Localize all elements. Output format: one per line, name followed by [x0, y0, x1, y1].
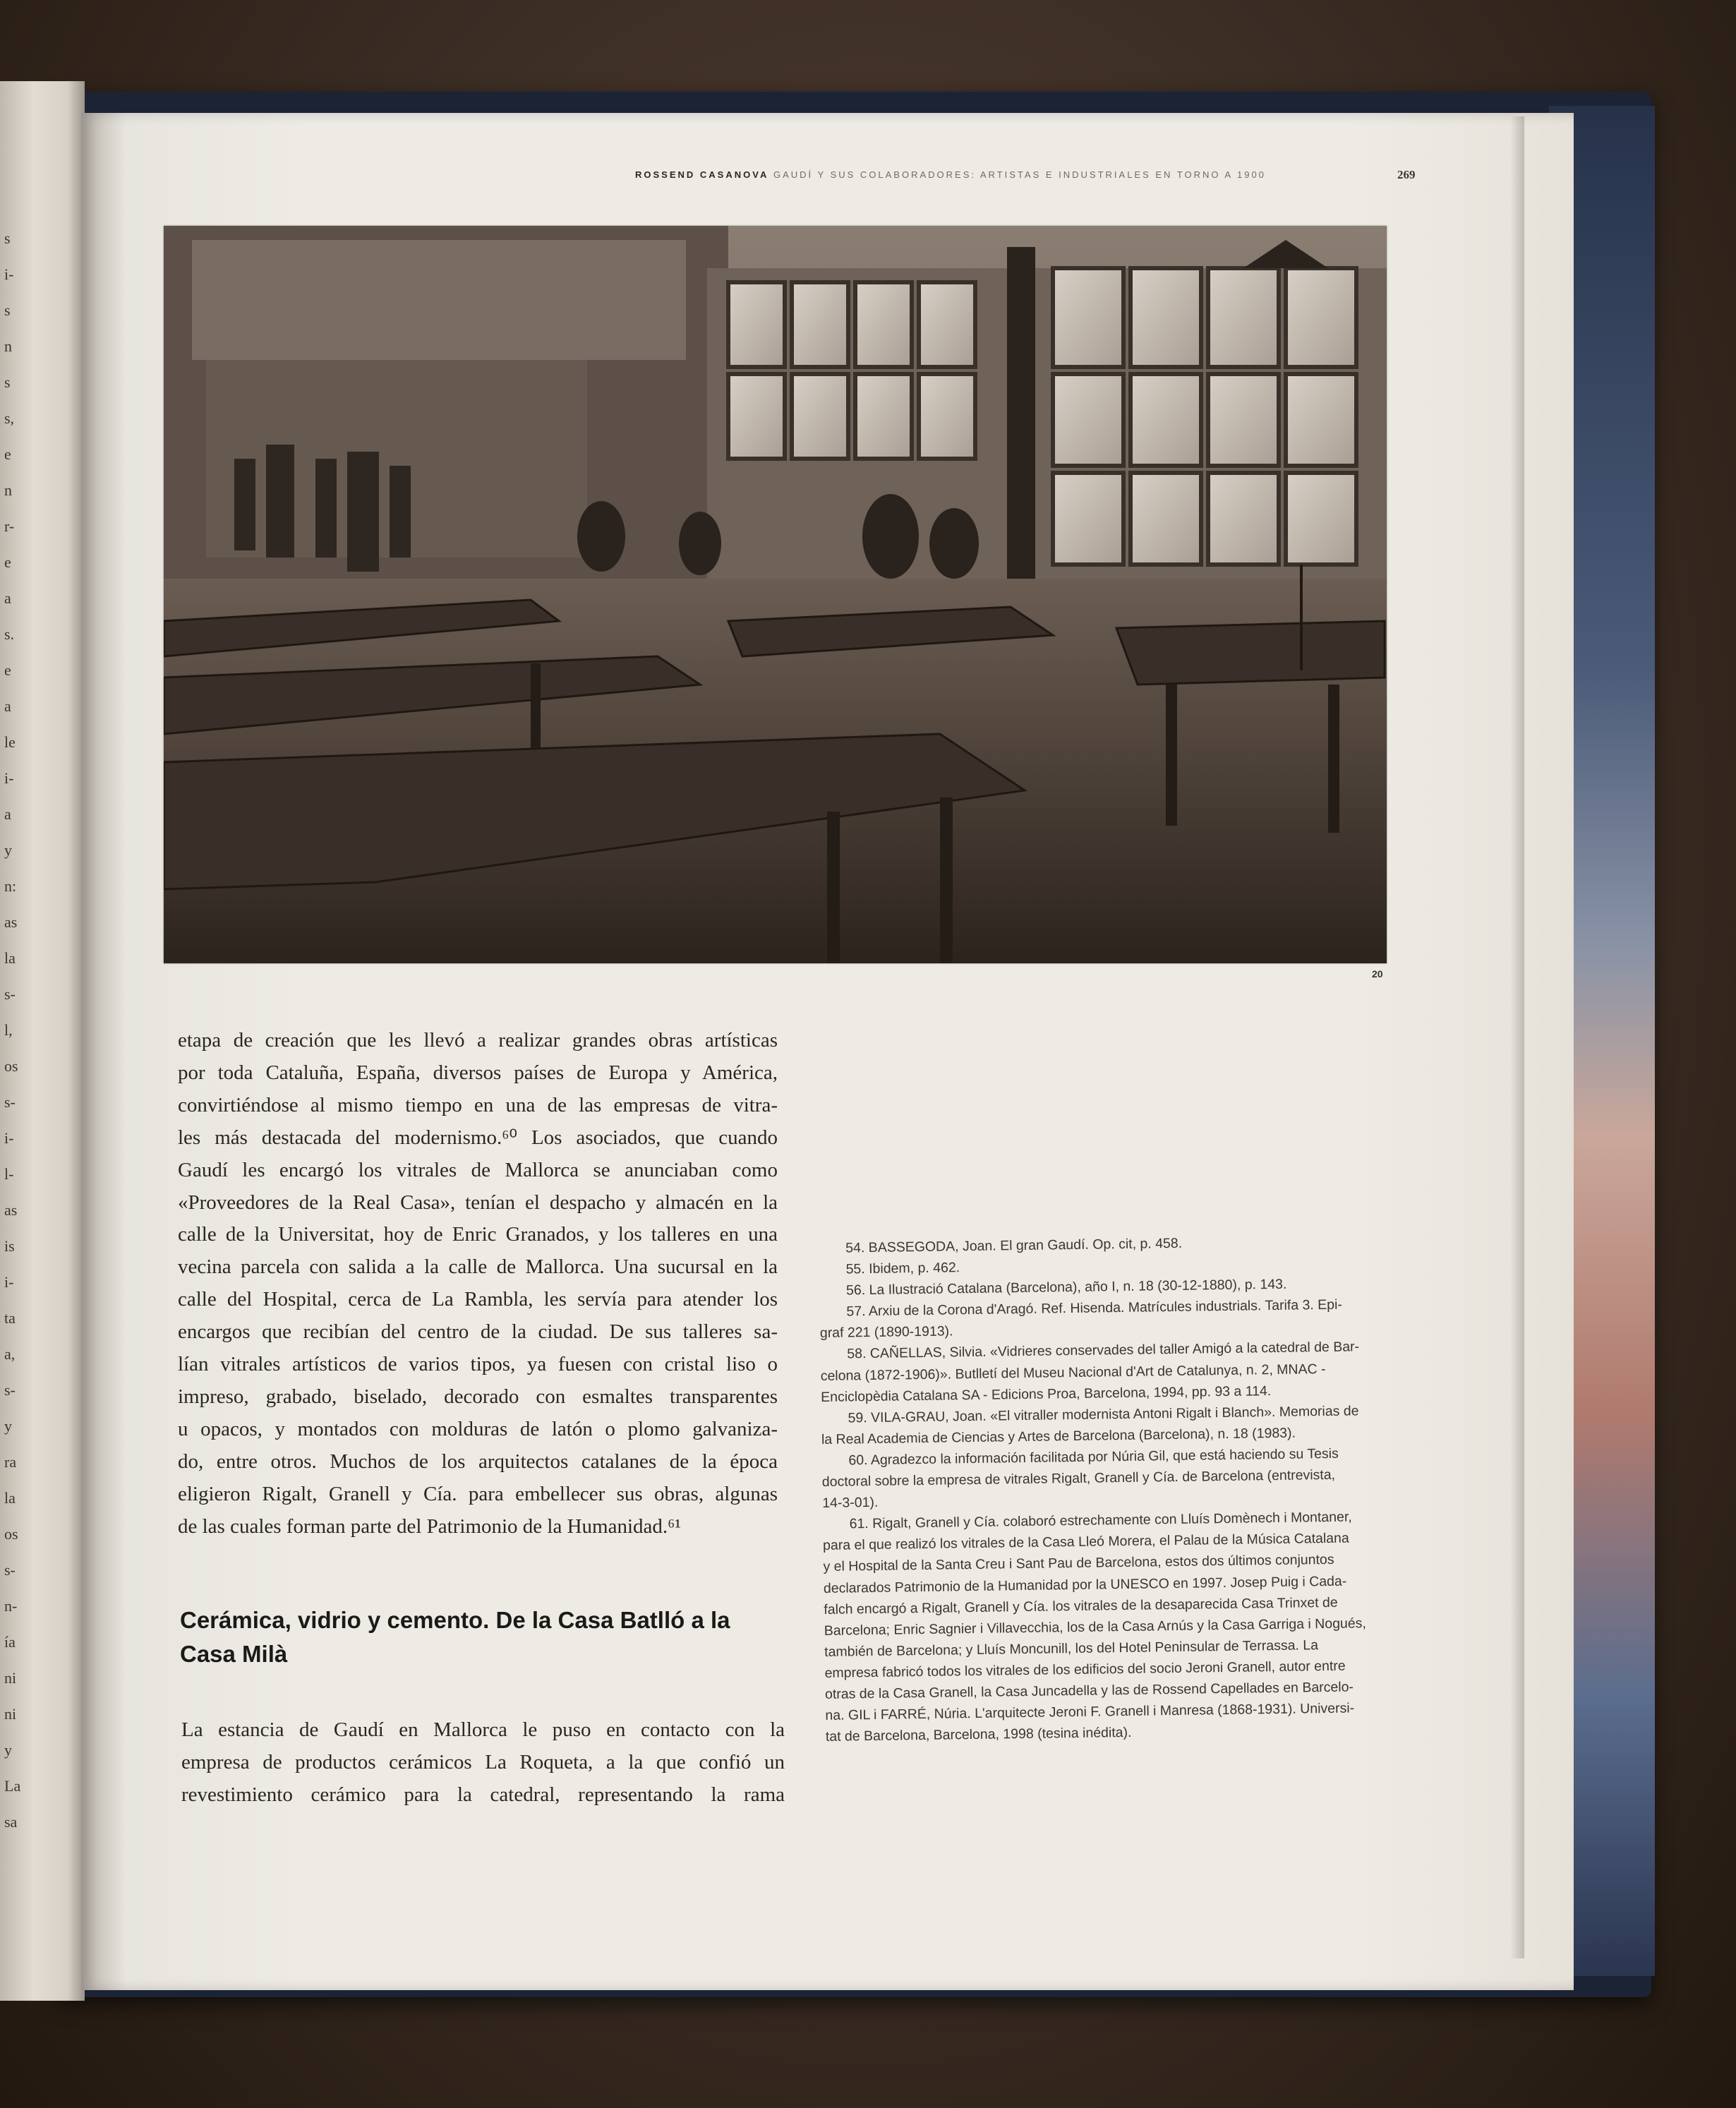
- page-number: 269: [1397, 168, 1416, 181]
- left-page-text-fragment: sa: [4, 1813, 18, 1831]
- left-page-text-fragment: i-: [4, 265, 14, 283]
- body-line: vecina parcela con salida a la calle de Mallorca. Una sucursal en la: [178, 1255, 778, 1279]
- left-page-text-fragment: os: [4, 1525, 18, 1543]
- body-text-column: [178, 1025, 778, 1543]
- footnote-line: falch encargó a Rigalt, Granell y Cía. los vitrales de la desaparecida Casa Trinxet de: [824, 1594, 1338, 1618]
- footnote-line: 60. Agradezco la información facilitada por Núria Gil, que está haciendo su Tesis: [848, 1445, 1339, 1469]
- header-author: ROSSEND CASANOVA: [635, 169, 769, 180]
- left-page-text-fragment: s,: [4, 409, 15, 427]
- footnote-line: también de Barcelona; y Lluís Moncunill, los del Hotel Peninsular de Terrassa. La: [824, 1637, 1319, 1660]
- body-line: La estancia de Gaudí en Mallorca le puso en contacto con la: [181, 1718, 785, 1741]
- footnote-line: 61. Rigalt, Granell y Cía. colaboró estrechamente con Lluís Domènech i Montaner,: [849, 1509, 1352, 1532]
- left-page-text-fragment: y: [4, 1417, 12, 1435]
- footnote-line: 59. VILA-GRAU, Joan. «El vitraller modernista Antoni Rigalt i Blanch». Memorias de: [848, 1403, 1359, 1426]
- footnote-line: Barcelona; Enric Sagnier i Villavecchia, los de la Casa Arnús y la Casa Garriga i Nogués,: [824, 1615, 1366, 1639]
- footnote-line: tat de Barcelona, Barcelona, 1998 (tesina inédita).: [825, 1725, 1132, 1745]
- body-line: por toda Cataluña, España, diversos países de Europa y América,: [178, 1061, 778, 1084]
- body-text-continued: [181, 1713, 785, 1811]
- left-page-text-fragment: y: [4, 841, 12, 859]
- body-line: do, entre otros. Muchos de los arquitectos catalanes de la época: [178, 1450, 778, 1473]
- left-page-text-fragment: os: [4, 1057, 18, 1075]
- body-line: impreso, grabado, biselado, decorado con esmaltes transparentes: [178, 1385, 778, 1408]
- footnote-line: 54. BASSEGODA, Joan. El gran Gaudí. Op. cit, p. 458.: [845, 1235, 1183, 1256]
- left-page-text-fragment: a: [4, 805, 11, 823]
- left-page-text-fragment: ta: [4, 1309, 16, 1327]
- left-page-text-fragment: s-: [4, 1093, 16, 1111]
- left-page-text-fragment: La: [4, 1777, 21, 1795]
- body-line: convirtiéndose al mismo tiempo en una de las empresas de vitra-: [178, 1093, 778, 1116]
- left-page-text-fragment: is: [4, 1237, 15, 1255]
- left-page-text-fragment: i-: [4, 1129, 14, 1147]
- footnote-line: na. GIL i FARRÉ, Núria. L'arquitecte Jeroni F. Granell i Manresa (1868-1931). Universi-: [825, 1700, 1355, 1723]
- left-page: [0, 81, 85, 2001]
- left-page-text-fragment: y: [4, 1741, 12, 1759]
- footnote-line: doctoral sobre la empresa de vitrales Rigalt, Granell y Cía. de Barcelona (entrevista,: [821, 1466, 1336, 1490]
- left-page-text-fragment: r-: [4, 517, 15, 535]
- footnote-line: declarados Patrimonio de la Humanidad por la UNESCO en 1997. Josep Puig i Cada-: [823, 1573, 1347, 1596]
- left-page-text-fragment: ni: [4, 1705, 17, 1723]
- running-header: [635, 169, 1425, 180]
- body-line: calle del Hospital, cerca de La Rambla, les servía para atender los: [178, 1288, 778, 1311]
- body-line: Gaudí les encargó los vitrales de Mallorca se anunciaban como: [178, 1158, 778, 1181]
- body-line: «Proveedores de la Real Casa», tenían el despacho y almacén en la: [178, 1191, 778, 1214]
- left-page-text-fragment: s-: [4, 985, 16, 1003]
- left-page-text-fragment: s: [4, 373, 11, 391]
- left-page-text-fragment: s-: [4, 1381, 16, 1399]
- figure-number: 20: [1372, 968, 1383, 980]
- body-line: de las cuales forman parte del Patrimonio de la Humanidad.⁶¹: [178, 1514, 681, 1538]
- left-page-text-fragment: n: [4, 481, 12, 499]
- left-page-text-fragment: s: [4, 229, 11, 247]
- footnote-line: celona (1872-1906)». Butlletí del Museu Nacional d'Art de Catalunya, n. 2, MNAC -: [820, 1361, 1326, 1384]
- workshop-photograph: [164, 226, 1387, 963]
- left-page-text-fragment: l-: [4, 1165, 14, 1183]
- left-page-text-fragment: a: [4, 697, 11, 715]
- left-page-text-fragment: n: [4, 337, 12, 355]
- header-title: GAUDÍ Y SUS COLABORADORES: ARTISTAS E INDUSTRIALES EN TORNO A 1900: [773, 169, 1266, 180]
- left-page-text-fragment: l,: [4, 1021, 13, 1039]
- body-line: eligieron Rigalt, Granell y Cía. para embellecer sus obras, algunas: [178, 1482, 778, 1505]
- body-line: encargos que recibían del centro de la ciudad. De sus talleres sa-: [178, 1320, 778, 1344]
- footnote-line: 56. La Ilustració Catalana (Barcelona), año I, n. 18 (30-12-1880), p. 143.: [845, 1276, 1287, 1299]
- body-line: empresa de productos cerámicos La Roqueta, a la que confió un: [181, 1751, 785, 1773]
- footnote-line: 55. Ibidem, p. 462.: [845, 1260, 960, 1277]
- left-page-text-fragment: as: [4, 1201, 18, 1219]
- left-page-text-fragment: la: [4, 949, 16, 967]
- left-page-text-fragment: la: [4, 1489, 16, 1507]
- body-line: revestimiento cerámico para la catedral, representando la rama: [181, 1783, 785, 1806]
- body-line: u opacos, y montados con molduras de latón o plomo galvaniza-: [178, 1417, 778, 1440]
- left-page-text-fragment: a,: [4, 1345, 16, 1363]
- left-page-text-fragment: s-: [4, 1561, 16, 1579]
- footnote-line: 14-3-01).: [822, 1494, 879, 1512]
- left-page-text-fragment: ía: [4, 1633, 16, 1651]
- left-page-text-fragment: e: [4, 661, 11, 679]
- left-page-text-fragment: e: [4, 445, 11, 463]
- workshop-photo-illustration: [164, 226, 1387, 963]
- footnote-line: y el Hospital de la Santa Creu i Sant Pau de Barcelona, estos dos últimos conjuntos: [823, 1552, 1334, 1575]
- left-page-text-fragment: a: [4, 589, 11, 607]
- body-line: lían vitrales artísticos de varios tipos, ya fuesen con cristal liso o: [178, 1353, 778, 1376]
- left-page-text-fragment: n:: [4, 877, 17, 895]
- footnote-line: graf 221 (1890-1913).: [819, 1323, 953, 1342]
- page-gutter-shadow: [1510, 116, 1524, 1958]
- left-page-text-fragment: e: [4, 553, 11, 571]
- footnote-line: Enciclopèdia Catalana SA - Edicions Proa, Barcelona, 1994, pp. 93 a 114.: [820, 1383, 1272, 1405]
- left-page-text-fragment: as: [4, 913, 18, 931]
- left-page-text-fragment: le: [4, 733, 16, 751]
- footnote-line: otras de la Casa Granell, la Casa Juncadella y las de Rossend Capellades en Barcelo-: [824, 1679, 1354, 1702]
- left-page-text-fragment: s.: [4, 625, 15, 643]
- left-page-text-fragment: i-: [4, 1273, 14, 1291]
- footnotes: [819, 1229, 1408, 1747]
- left-page-text-fragment: i-: [4, 769, 14, 787]
- body-line: calle de la Universitat, hoy de Enric Granados, y los talleres en una: [178, 1223, 778, 1246]
- body-line: etapa de creación que les llevó a realizar grandes obras artísticas: [178, 1029, 778, 1052]
- footnote-line: para el que realizó los vitrales de la Casa Lleó Morera, el Palau de la Música Catalana: [822, 1530, 1349, 1554]
- left-page-text-fragment: ra: [4, 1453, 17, 1471]
- left-page-text-fragment: n-: [4, 1597, 18, 1615]
- footnote-line: 58. CAÑELLAS, Silvia. «Vidrieres conservades del taller Amigó a la catedral de Bar-: [847, 1339, 1360, 1362]
- footnote-line: empresa fabricó todos los vitrales de los edificios del socio Jeroni Granell, autor entre: [824, 1658, 1346, 1681]
- left-page-text-fragment: s: [4, 301, 11, 319]
- body-line: les más destacada del modernismo.⁶⁰ Los asociados, que cuando: [178, 1126, 778, 1149]
- section-heading: Cerámica, vidrio y cemento. De la Casa Batlló a la Casa Milà: [180, 1607, 730, 1667]
- footnote-line: 57. Arxiu de la Corona d'Aragó. Ref. Hisenda. Matrícules industrials. Tarifa 3. Epi-: [846, 1296, 1343, 1320]
- footnote-line: la Real Academia de Ciencias y Artes de Barcelona (Barcelona), n. 18 (1983).: [821, 1425, 1296, 1447]
- left-page-text-fragment: ni: [4, 1669, 17, 1687]
